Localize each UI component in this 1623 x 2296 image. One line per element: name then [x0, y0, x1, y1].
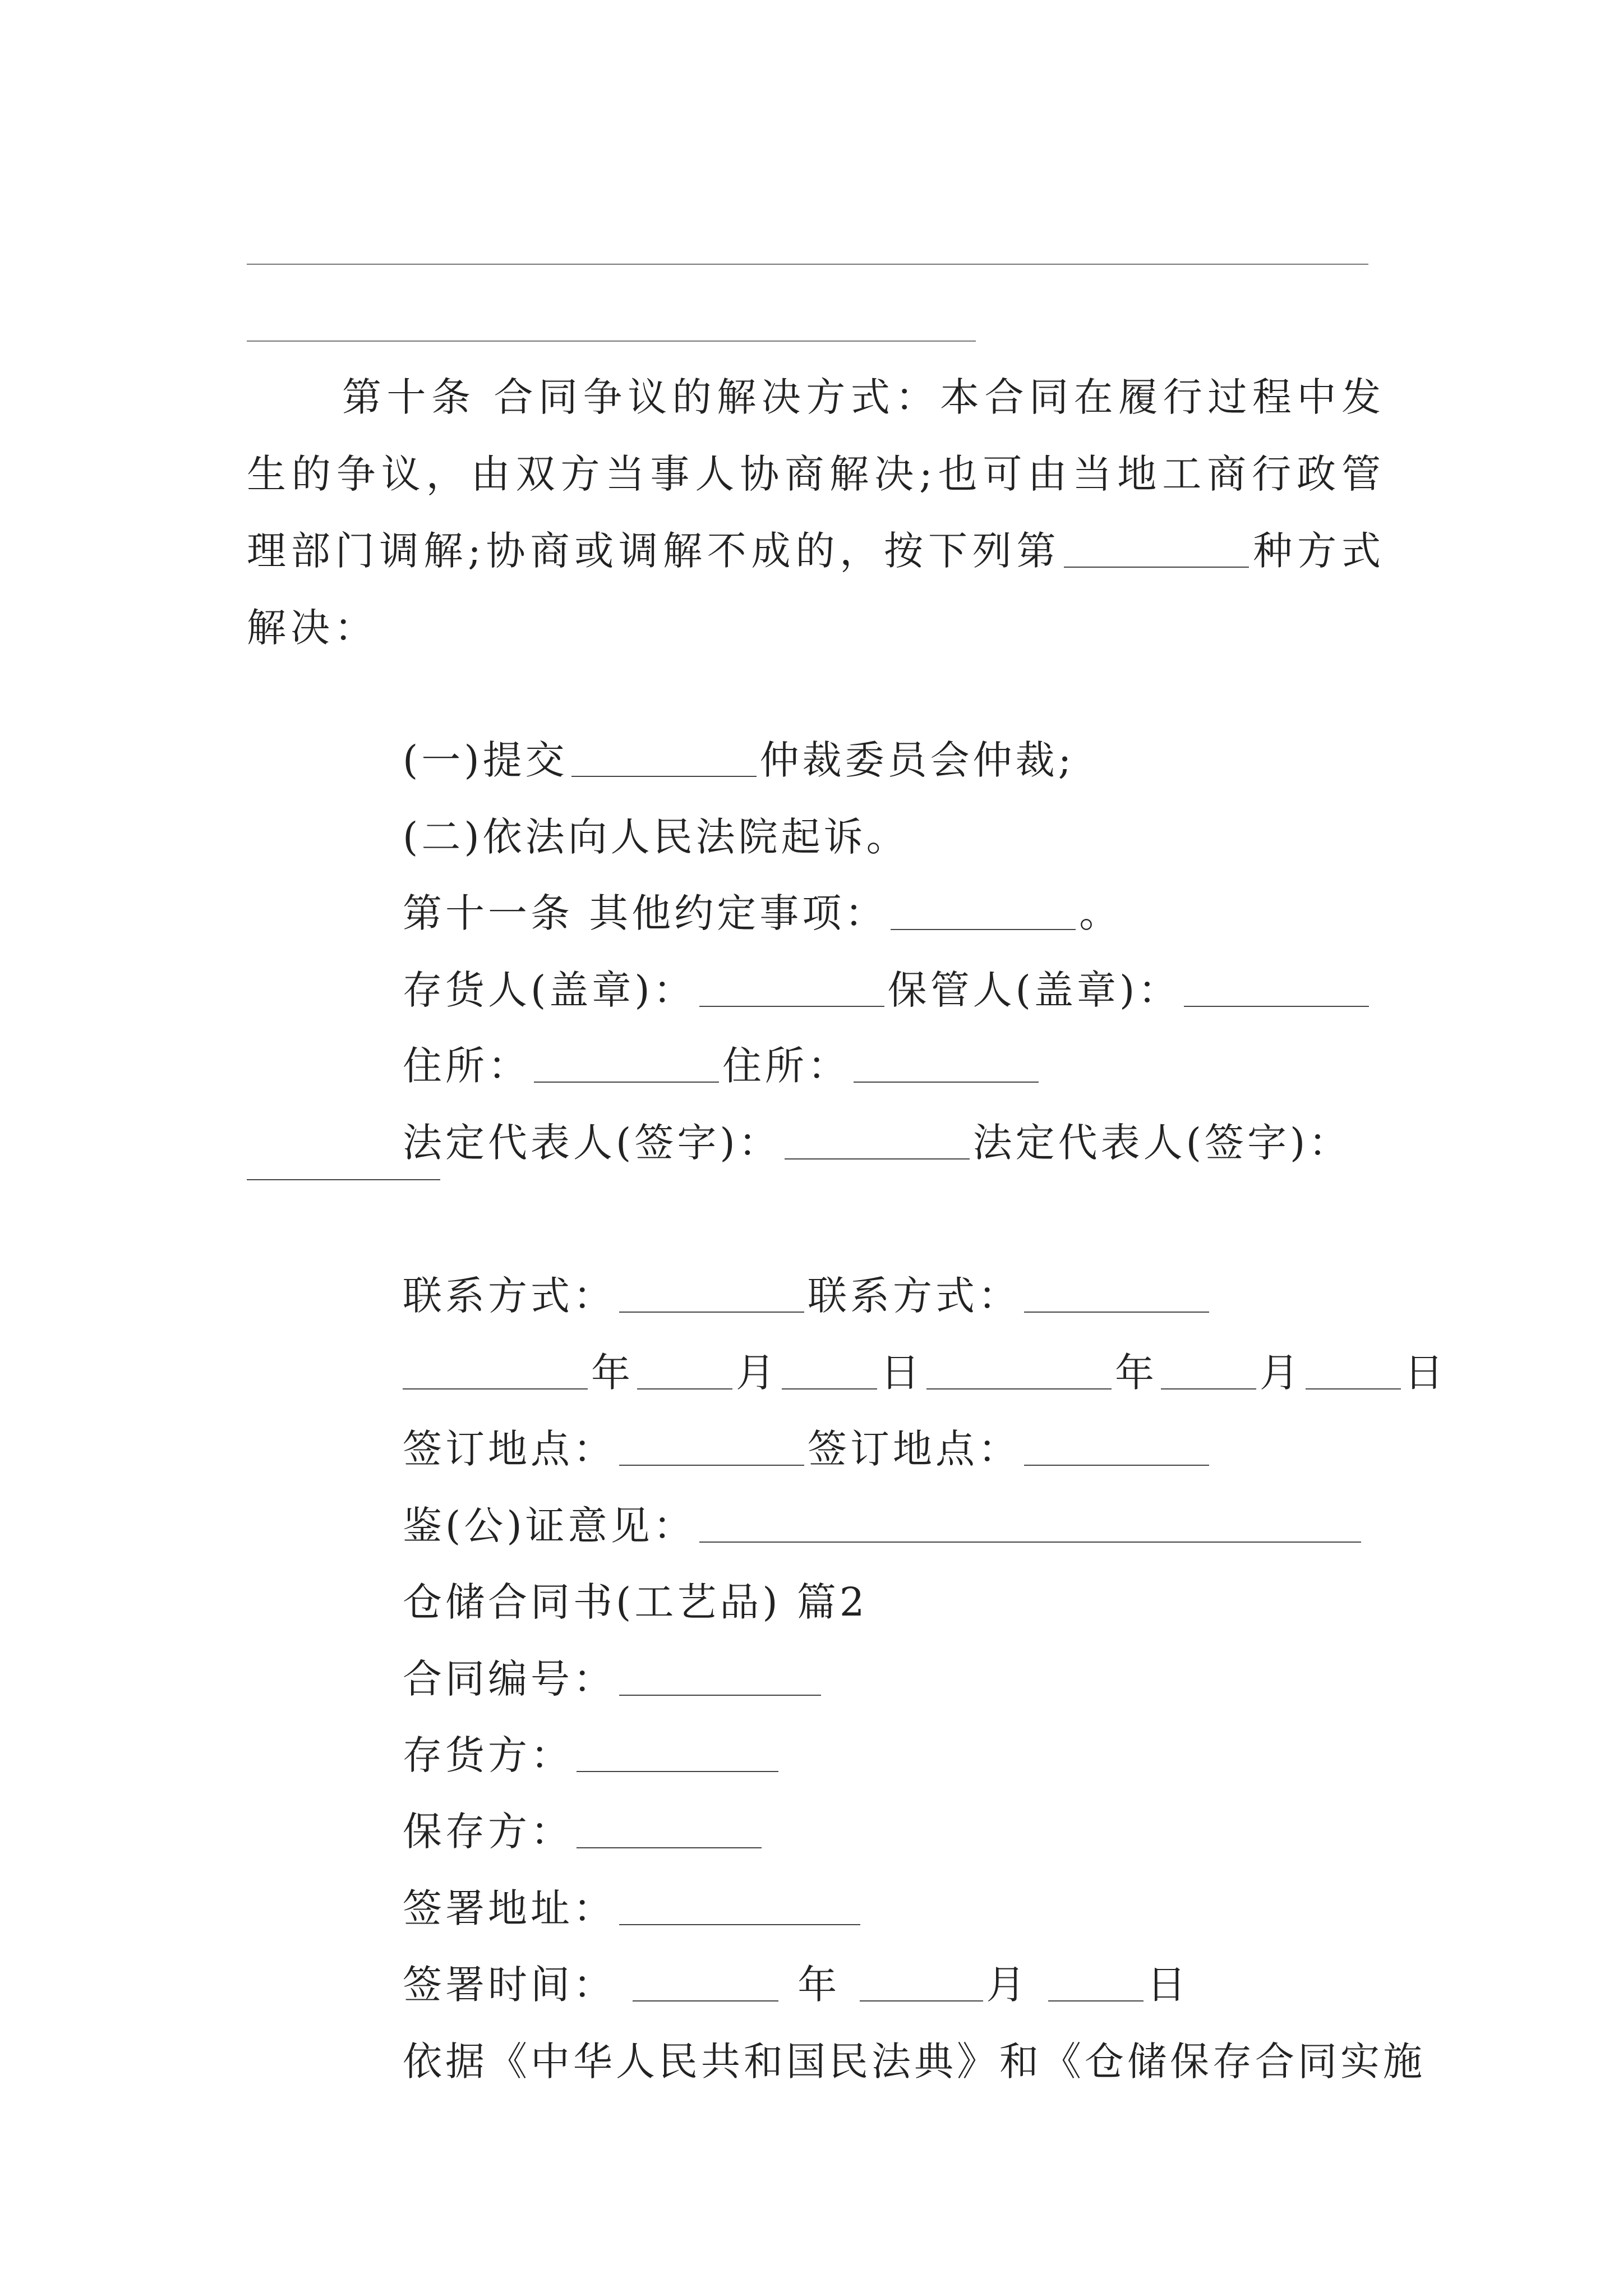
depositor-legal-rep-label: 法定代表人(签字)：	[403, 1120, 781, 1166]
blank-rule-top	[247, 264, 1368, 265]
option-2-text: (二)依法向人民法院起诉。	[403, 814, 909, 860]
contract-number-label: 合同编号：	[403, 1656, 616, 1702]
notary-label: 鉴(公)证意见：	[403, 1503, 696, 1549]
dispute-method-blank[interactable]	[1064, 527, 1249, 568]
depositor-contact-label: 联系方式：	[403, 1273, 616, 1319]
keeper-label: 保存方：	[403, 1809, 574, 1855]
basis-line	[339, 1977, 1426, 2146]
depositor-legal-rep-blank[interactable]	[785, 1119, 970, 1159]
article-11-suffix: 。	[1079, 890, 1122, 936]
depositor-month-label: 月	[736, 1350, 779, 1396]
sign-time-label: 签署时间：	[403, 1962, 616, 2008]
keeper-address-label: 住所：	[722, 1043, 851, 1089]
sign-address-label: 签署地址：	[403, 1885, 616, 1931]
depositor-day-label: 日	[880, 1350, 924, 1396]
keeper-legal-rep-label: 法定代表人(签字)：	[972, 1120, 1352, 1166]
option-1-suffix: 仲裁委员会仲裁;	[759, 737, 1075, 783]
keeper-sign-place-label: 签订地点：	[808, 1426, 1021, 1472]
keeper-month-label: 月	[1260, 1350, 1303, 1396]
section-2-title: 仓储合同书(工艺品) 篇2	[403, 1579, 868, 1625]
keeper-seal-label: 保管人(盖章)：	[887, 967, 1181, 1013]
keeper-day-label: 日	[1404, 1350, 1447, 1396]
keeper-legal-rep-blank[interactable]	[247, 1179, 440, 1180]
option-1-prefix: (一)提交	[403, 737, 568, 783]
keeper-seal-blank[interactable]	[1184, 967, 1369, 1007]
sign-day-label: 日	[1146, 1962, 1189, 2008]
depositor-address-label: 住所：	[403, 1043, 531, 1089]
keeper-year-label: 年	[1115, 1350, 1158, 1396]
depositor-seal-label: 存货人(盖章)：	[403, 967, 696, 1013]
keeper-day-blank[interactable]	[1306, 1349, 1401, 1389]
blank-rule-second	[247, 341, 976, 342]
sign-year-label: 年	[797, 1962, 841, 2008]
article-10-text: 第十条 合同争议的解决方式：本合同在履行过程中发生的争议，由双方当事人协商解决;也可由当地工商行政管理部门调解;协商或调解不成的，按下列第	[247, 374, 1385, 574]
article-10-suffix: 种方式解决：	[247, 528, 1385, 651]
keeper-contact-label: 联系方式：	[808, 1273, 1021, 1319]
article-10-paragraph	[247, 359, 1385, 666]
sign-month-label: 月	[986, 1962, 1029, 2008]
legal-rep-line	[339, 1059, 1351, 1227]
depositor-label: 存货方：	[403, 1732, 574, 1778]
depositor-year-label: 年	[591, 1350, 634, 1396]
basis-text: 依据《中华人民共和国民法典》和《仓储保存合同实施	[403, 2039, 1426, 2085]
depositor-sign-place-label: 签订地点：	[403, 1426, 616, 1472]
article-11-prefix: 第十一条 其他约定事项：	[403, 890, 888, 936]
